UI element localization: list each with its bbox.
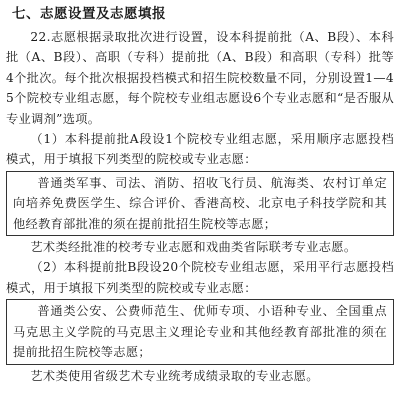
boxed-text-batch-a: 普通类军事、司法、消防、招收飞行员、航海类、农村订单定向培养免费医学生、综合评价、香港高校、北京电子科技学院和其他经教育部批准的须在提前批招生院校等志愿； bbox=[13, 175, 387, 231]
paragraph-2-note: 艺术类使用省级艺术专业统考成绩录取的专业志愿。 bbox=[30, 368, 319, 383]
paragraph-1-note: 艺术类经批准的校考专业志愿和戏曲类省际联考专业志愿。 bbox=[30, 240, 357, 255]
paragraph-1-intro: （1）本科提前批A段设1个院校专业组志愿，采用顺序志愿投档模式，用于填报下列类型的院校或专业志愿： bbox=[6, 132, 394, 167]
boxed-list-batch-b bbox=[6, 299, 394, 364]
boxed-text-batch-b: 普通类公安、公费师范生、优师专项、小语种专业、全国重点马克思主义学院的马克思主义理论专业和其他经教育部批准的须在提前批招生院校等志愿； bbox=[13, 304, 387, 360]
boxed-list-batch-a bbox=[6, 171, 394, 236]
paragraph-2-intro: （2）本科提前批B段设20个院校专业组志愿，采用平行志愿投档模式，用于填报下列类型的院校或专业志愿： bbox=[6, 260, 394, 295]
section-heading: 七、志愿设置及志愿填报 bbox=[12, 6, 166, 22]
paragraph-22: 22.志愿根据录取批次进行设置，设本科提前批（A、B段）、本科批（A、B段）、高职（专科）提前批（A、B段）和高职（专科）批等4个批次。每个批次根据投档模式和招生院校数量不同，分别设置1—45个院校专业组志愿，每个院校专业组志愿设6个专业志愿和“是否服从专业调剂”选项。 bbox=[6, 30, 394, 126]
